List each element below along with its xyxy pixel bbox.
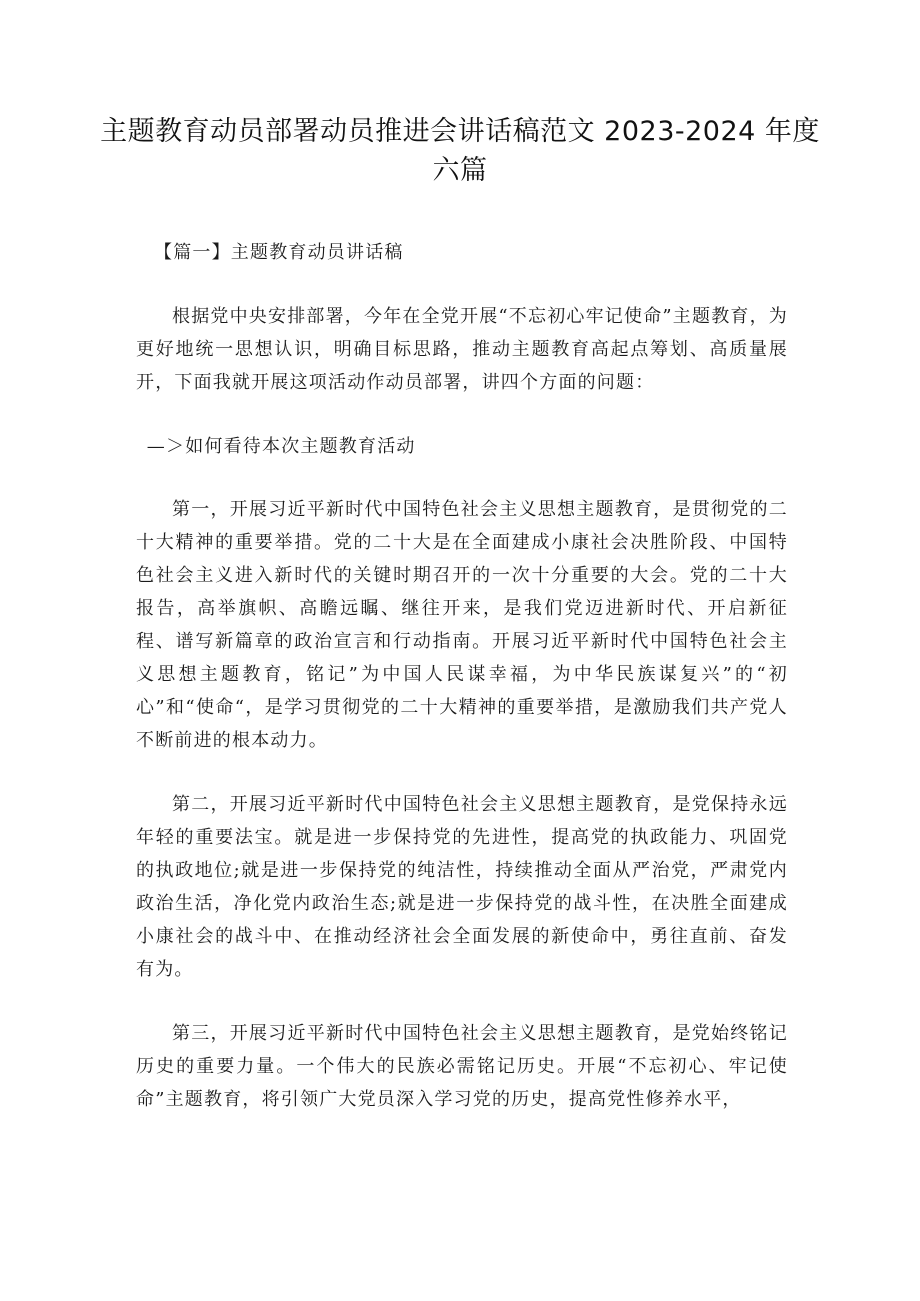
paragraph-3: 第三，开展习近平新时代中国特色社会主义思想主题教育，是党始终铭记历史的重要力量。一个伟大的民族必需铭记历史。开展“不忘初心、牢记使命”主题教育，将引领广大党员深入学习党的历史，提高党性修养水平， — [136, 1023, 788, 1110]
document-body — [136, 236, 788, 1116]
paragraph-2: 第二，开展习近平新时代中国特色社会主义思想主题教育，是党保持永远年轻的重要法宝。就是进一步保持党的先进性，提高党的执政能力、巩固党的执政地位;就是进一步保持党的纯洁性，持续推动全面从严治党，严肃党内政治生活，净化党内政治生态;就是进一步保持党的战斗性，在决胜全面建成小康社会的战斗中、在推动经济社会全面发展的新使命中，勇往直前、奋发有为。 — [136, 794, 788, 980]
document-title: 主题教育动员部署动员推进会讲话稿范文 2023-2024 年度六篇 — [100, 116, 820, 186]
paragraph-1: 第一，开展习近平新时代中国特色社会主义思想主题教育，是贯彻党的二十大精神的重要举措。党的二十大是在全面建成小康社会决胜阶段、中国特色社会主义进入新时代的关键时期召开的一次十分重要的大会。党的二十大报告，高举旗帜、高瞻远瞩、继往开来，是我们党迈进新时代、开启新征程、谱写新篇章的政治宣言和行动指南。开展习近平新时代中国特色社会主义思想主题教育，铭记”为中国人民谋幸福，为中华民族谋复兴”的“初心”和“使命“，是学习贯彻党的二十大精神的重要举措，是激励我们共产党人不断前进的根本动力。 — [136, 499, 788, 751]
subheading: —＞如何看待本次主题教育活动 — [146, 436, 416, 457]
intro-paragraph: 根据党中央安排部署，今年在全党开展“不忘初心牢记使命”主题教育，为更好地统一思想认识，明确目标思路，推动主题教育高起点筹划、高质量展开，下面我就开展这项活动作动员部署，讲四个方面的问题： — [136, 306, 789, 393]
section-heading: 【篇一】主题教育动员讲话稿 — [154, 242, 404, 263]
